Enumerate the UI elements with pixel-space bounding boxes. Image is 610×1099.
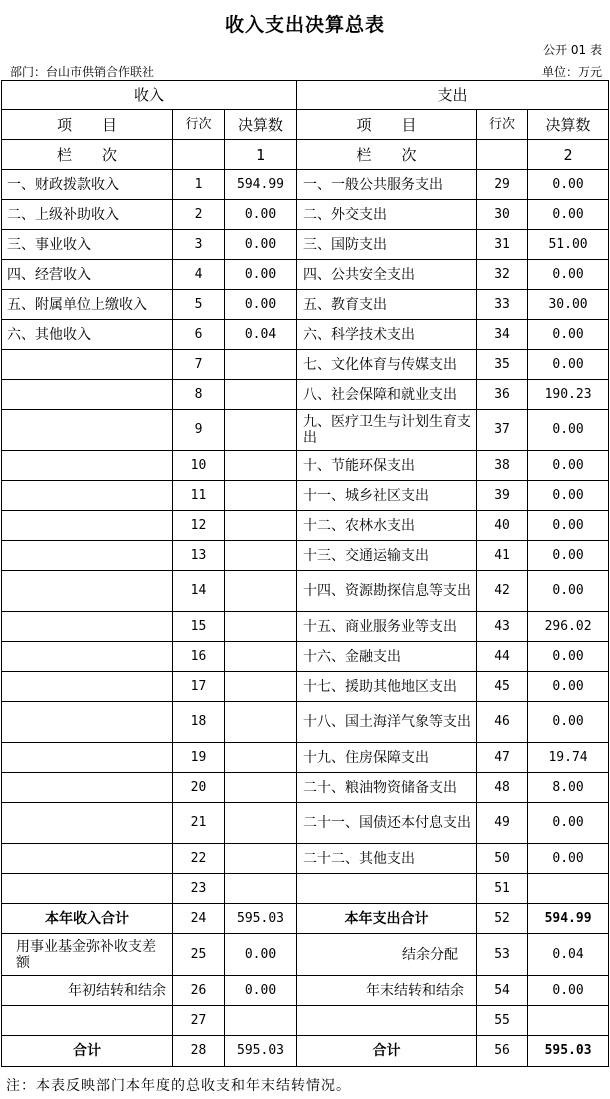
- income-amount: [225, 874, 297, 904]
- carryover-row: [2, 976, 609, 1006]
- expense-line-header: 行次: [477, 110, 528, 140]
- year-expense-total-label: 本年支出合计: [297, 904, 477, 934]
- expense-item: 十五、商业服务业等支出: [297, 612, 477, 642]
- year-expense-total-amount: 594.99: [528, 904, 609, 934]
- income-amount: 0.00: [225, 230, 297, 260]
- income-amount: [225, 511, 297, 541]
- expense-item: 十四、资源勘探信息等支出: [297, 571, 477, 612]
- expense-line: 44: [477, 642, 528, 672]
- income-line: 23: [173, 874, 225, 904]
- column-header-row: [2, 110, 609, 140]
- income-item: 一、财政拨款收入: [2, 170, 173, 200]
- alloc-line: 53: [477, 934, 528, 976]
- table-row: [2, 290, 609, 320]
- income-amount: [225, 672, 297, 702]
- income-line: 6: [173, 320, 225, 350]
- table-row: [2, 200, 609, 230]
- expense-amount: 0.00: [528, 541, 609, 571]
- expense-item: 十九、住房保障支出: [297, 743, 477, 773]
- expense-item: 九、医疗卫生与计划生育支出: [297, 410, 477, 451]
- expense-line: 39: [477, 481, 528, 511]
- income-amount: 0.00: [225, 290, 297, 320]
- expense-amount: 0.00: [528, 571, 609, 612]
- income-item: [2, 612, 173, 642]
- expense-amount: 0.00: [528, 260, 609, 290]
- alloc-amount: 0.04: [528, 934, 609, 976]
- expense-item: 五、教育支出: [297, 290, 477, 320]
- income-item-header: 项 目: [2, 110, 173, 140]
- empty-cell: [528, 1006, 609, 1036]
- income-line: 10: [173, 451, 225, 481]
- income-amount: [225, 451, 297, 481]
- expense-amount-header: 决算数: [528, 110, 609, 140]
- income-line: 16: [173, 642, 225, 672]
- income-item: [2, 702, 173, 743]
- table-row: [2, 410, 609, 451]
- income-item: [2, 672, 173, 702]
- end-carryover-label: 年末结转和结余: [297, 976, 477, 1006]
- expense-amount: 0.00: [528, 410, 609, 451]
- grand-total-row: [2, 1036, 609, 1067]
- begin-carryover-line: 26: [173, 976, 225, 1006]
- table-row: [2, 230, 609, 260]
- expense-amount: 0.00: [528, 672, 609, 702]
- expense-amount: 8.00: [528, 773, 609, 803]
- year-income-total-amount: 595.03: [225, 904, 297, 934]
- income-item: 五、附属单位上缴收入: [2, 290, 173, 320]
- income-item: [2, 642, 173, 672]
- expense-line: 37: [477, 410, 528, 451]
- blank-total-row: [2, 1006, 609, 1036]
- expense-amount: 0.00: [528, 200, 609, 230]
- income-item: [2, 844, 173, 874]
- income-line: 20: [173, 773, 225, 803]
- expense-item: 二十一、国债还本付息支出: [297, 803, 477, 844]
- income-item: [2, 541, 173, 571]
- expense-line: 50: [477, 844, 528, 874]
- income-amount: 0.00: [225, 260, 297, 290]
- income-line: 17: [173, 672, 225, 702]
- empty-cell: [173, 140, 225, 170]
- expense-item: 十六、金融支出: [297, 642, 477, 672]
- income-line: 18: [173, 702, 225, 743]
- income-amount: [225, 642, 297, 672]
- expense-item: 二十、粮油物资储备支出: [297, 773, 477, 803]
- expense-item: 十三、交通运输支出: [297, 541, 477, 571]
- table-row: [2, 672, 609, 702]
- expense-line: 46: [477, 702, 528, 743]
- fund-label: 用事业基金弥补收支差额: [2, 934, 173, 976]
- income-amount: [225, 571, 297, 612]
- table-row: [2, 451, 609, 481]
- income-line: 19: [173, 743, 225, 773]
- table-row: [2, 642, 609, 672]
- income-line: 14: [173, 571, 225, 612]
- expense-line: 38: [477, 451, 528, 481]
- expense-amount: 0.00: [528, 350, 609, 380]
- expense-line: 29: [477, 170, 528, 200]
- begin-carryover-amount: 0.00: [225, 976, 297, 1006]
- table-row: [2, 773, 609, 803]
- expense-line: 41: [477, 541, 528, 571]
- grand-income-total-label: 合计: [2, 1036, 173, 1067]
- alloc-label: 结余分配: [297, 934, 477, 976]
- income-line: 21: [173, 803, 225, 844]
- income-line: 5: [173, 290, 225, 320]
- expense-amount: 0.00: [528, 642, 609, 672]
- income-line-header: 行次: [173, 110, 225, 140]
- table-row: [2, 612, 609, 642]
- total-year-row: [2, 904, 609, 934]
- year-income-total-line: 24: [173, 904, 225, 934]
- expense-line: 48: [477, 773, 528, 803]
- department-label: 部门：台山市供销合作联社: [10, 65, 155, 79]
- expense-amount: 0.00: [528, 702, 609, 743]
- end-carryover-line: 54: [477, 976, 528, 1006]
- table-row: [2, 380, 609, 410]
- grand-expense-total-label: 合计: [297, 1036, 477, 1067]
- expense-line: 31: [477, 230, 528, 260]
- expense-amount: 0.00: [528, 803, 609, 844]
- expense-amount: 0.00: [528, 451, 609, 481]
- expense-line: 51: [477, 874, 528, 904]
- expense-amount: 190.23: [528, 380, 609, 410]
- fund-row: [2, 934, 609, 976]
- income-line: 8: [173, 380, 225, 410]
- income-amount: [225, 410, 297, 451]
- begin-carryover-label: 年初结转和结余: [2, 976, 173, 1006]
- expense-amount: [528, 874, 609, 904]
- expense-amount: 0.00: [528, 170, 609, 200]
- expense-line: 45: [477, 672, 528, 702]
- income-amount: [225, 773, 297, 803]
- table-row: [2, 320, 609, 350]
- expense-line: 43: [477, 612, 528, 642]
- income-item: 六、其他收入: [2, 320, 173, 350]
- expense-item: 二十二、其他支出: [297, 844, 477, 874]
- income-item: [2, 803, 173, 844]
- income-item: [2, 451, 173, 481]
- table-row: [2, 702, 609, 743]
- income-item: [2, 874, 173, 904]
- expense-item-header: 项 目: [297, 110, 477, 140]
- section-header-row: [2, 81, 609, 110]
- expense-line: 30: [477, 200, 528, 230]
- income-line: 15: [173, 612, 225, 642]
- column-number-row: [2, 140, 609, 170]
- expense-item: 十一、城乡社区支出: [297, 481, 477, 511]
- income-amount: [225, 380, 297, 410]
- table-row: [2, 260, 609, 290]
- expense-item: [297, 874, 477, 904]
- income-amount: [225, 743, 297, 773]
- income-item: [2, 410, 173, 451]
- table-row: [2, 511, 609, 541]
- grand-income-total-amount: 595.03: [225, 1036, 297, 1067]
- expense-amount: 0.00: [528, 481, 609, 511]
- expense-line: 33: [477, 290, 528, 320]
- table-row: [2, 743, 609, 773]
- income-line: 3: [173, 230, 225, 260]
- blank-income-line: 27: [173, 1006, 225, 1036]
- income-item: [2, 511, 173, 541]
- income-line: 13: [173, 541, 225, 571]
- expense-item: 十、节能环保支出: [297, 451, 477, 481]
- expense-amount: 0.00: [528, 320, 609, 350]
- fund-amount: 0.00: [225, 934, 297, 976]
- expense-line: 32: [477, 260, 528, 290]
- income-amount: 594.99: [225, 170, 297, 200]
- income-amount: 0.00: [225, 200, 297, 230]
- expense-item: 六、科学技术支出: [297, 320, 477, 350]
- expense-line: 36: [477, 380, 528, 410]
- income-item: 三、事业收入: [2, 230, 173, 260]
- expense-item: 一、一般公共服务支出: [297, 170, 477, 200]
- table-row: [2, 541, 609, 571]
- income-item: 四、经营收入: [2, 260, 173, 290]
- expense-item: 十七、援助其他地区支出: [297, 672, 477, 702]
- expense-item: 十二、农林水支出: [297, 511, 477, 541]
- fund-line: 25: [173, 934, 225, 976]
- income-item: 二、上级补助收入: [2, 200, 173, 230]
- income-expense-table: [1, 80, 609, 1067]
- income-amount: [225, 541, 297, 571]
- expense-line: 49: [477, 803, 528, 844]
- expense-item: 三、国防支出: [297, 230, 477, 260]
- table-row: [2, 481, 609, 511]
- empty-cell: [225, 1006, 297, 1036]
- income-item: [2, 571, 173, 612]
- grand-expense-total-line: 56: [477, 1036, 528, 1067]
- income-item: [2, 773, 173, 803]
- income-column-number: 1: [225, 140, 297, 170]
- table-row: [2, 844, 609, 874]
- year-expense-total-line: 52: [477, 904, 528, 934]
- table-row: [2, 170, 609, 200]
- expense-amount: 30.00: [528, 290, 609, 320]
- expense-amount: 0.00: [528, 511, 609, 541]
- income-section-header: 收入: [2, 81, 297, 110]
- table-row: [2, 571, 609, 612]
- end-carryover-amount: 0.00: [528, 976, 609, 1006]
- expense-line: 34: [477, 320, 528, 350]
- income-amount: [225, 844, 297, 874]
- income-line: 2: [173, 200, 225, 230]
- income-line: 7: [173, 350, 225, 380]
- table-row: [2, 874, 609, 904]
- expense-item: 四、公共安全支出: [297, 260, 477, 290]
- income-item: [2, 350, 173, 380]
- income-line: 12: [173, 511, 225, 541]
- income-amount: [225, 702, 297, 743]
- income-amount: [225, 803, 297, 844]
- grand-expense-total-amount: 595.03: [528, 1036, 609, 1067]
- expense-item: 二、外交支出: [297, 200, 477, 230]
- grand-income-total-line: 28: [173, 1036, 225, 1067]
- expense-item: 十八、国土海洋气象等支出: [297, 702, 477, 743]
- income-amount: 0.04: [225, 320, 297, 350]
- income-line: 1: [173, 170, 225, 200]
- income-amount: [225, 612, 297, 642]
- expense-section-header: 支出: [297, 81, 609, 110]
- expense-column-number: 2: [528, 140, 609, 170]
- income-item: [2, 481, 173, 511]
- table-row: [2, 350, 609, 380]
- expense-amount: 51.00: [528, 230, 609, 260]
- unit-label: 单位：万元: [541, 65, 602, 79]
- table-row: [2, 803, 609, 844]
- expense-amount: 296.02: [528, 612, 609, 642]
- expense-line: 42: [477, 571, 528, 612]
- blank-expense-line: 55: [477, 1006, 528, 1036]
- expense-line: 40: [477, 511, 528, 541]
- income-line: 11: [173, 481, 225, 511]
- expense-item: 七、文化体育与传媒支出: [297, 350, 477, 380]
- income-line: 22: [173, 844, 225, 874]
- income-item: [2, 743, 173, 773]
- expense-item: 八、社会保障和就业支出: [297, 380, 477, 410]
- income-amount-header: 决算数: [225, 110, 297, 140]
- income-column-label: 栏 次: [2, 140, 173, 170]
- empty-cell: [2, 1006, 173, 1036]
- income-amount: [225, 481, 297, 511]
- income-line: 4: [173, 260, 225, 290]
- empty-cell: [297, 1006, 477, 1036]
- expense-line: 35: [477, 350, 528, 380]
- table-tag: 公开 01 表: [543, 43, 602, 57]
- expense-line: 47: [477, 743, 528, 773]
- footnote: 注：本表反映部门本年度的总收支和年末结转情况。: [6, 1078, 351, 1094]
- expense-column-label: 栏 次: [297, 140, 477, 170]
- page-title: 收入支出决算总表: [224, 14, 385, 36]
- income-amount: [225, 350, 297, 380]
- income-line: 9: [173, 410, 225, 451]
- expense-amount: 19.74: [528, 743, 609, 773]
- empty-cell: [477, 140, 528, 170]
- year-income-total-label: 本年收入合计: [2, 904, 173, 934]
- expense-amount: 0.00: [528, 844, 609, 874]
- income-item: [2, 380, 173, 410]
